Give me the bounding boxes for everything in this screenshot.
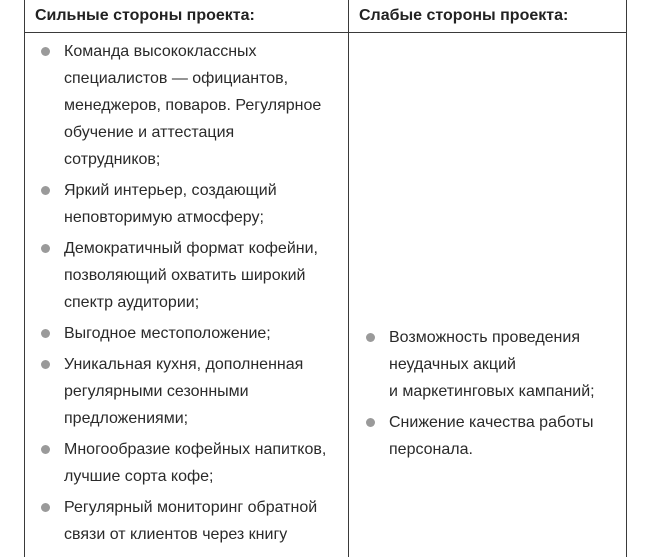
table-column-divider [348,0,349,557]
list-item-text: Яркий интерьер, создающий неповторимую атмосферу; [64,182,277,226]
list-item-text: Демократичный формат кофейни, позволяющий охватить широкий спектр аудитории; [64,240,318,311]
strengths-list [40,38,346,552]
header-divider [24,32,627,33]
bullet-icon [366,418,375,427]
bullet-icon [41,244,50,253]
weaknesses-list [365,324,623,467]
list-item [40,235,346,316]
bullet-icon [41,445,50,454]
list-item-text: Выгодное местоположение; [64,325,271,342]
strengths-header: Сильные стороны проекта: [35,7,255,24]
bullet-icon [41,329,50,338]
list-item-text: Возможность проведения неудачных акций и маркетинговых кампаний; [389,329,595,400]
list-item-text: Команда высококлассных специалистов — официантов, менеджеров, поваров. Регулярное обучение и аттестация сотрудников; [64,43,322,168]
list-item [40,320,346,347]
table-border-left [24,0,25,557]
list-item [40,351,346,432]
list-item-text: Регулярный мониторинг обратной связи от клиентов через книгу [64,499,318,543]
list-item [40,436,346,490]
list-item [365,409,623,463]
bullet-icon [41,47,50,56]
list-item [40,177,346,231]
list-item-text: Многообразие кофейных напитков, лучшие сорта кофе; [64,441,327,485]
bullet-icon [41,360,50,369]
weaknesses-header: Слабые стороны проекта: [359,7,569,24]
table-border-right [626,0,627,557]
list-item [40,494,346,548]
bullet-icon [41,186,50,195]
list-item [365,324,623,405]
bullet-icon [366,333,375,342]
list-item-text: Уникальная кухня, дополненная регулярными сезонными предложениями; [64,356,304,427]
bullet-icon [41,503,50,512]
list-item-text: Снижение качества работы персонала. [389,414,594,458]
list-item [40,38,346,173]
